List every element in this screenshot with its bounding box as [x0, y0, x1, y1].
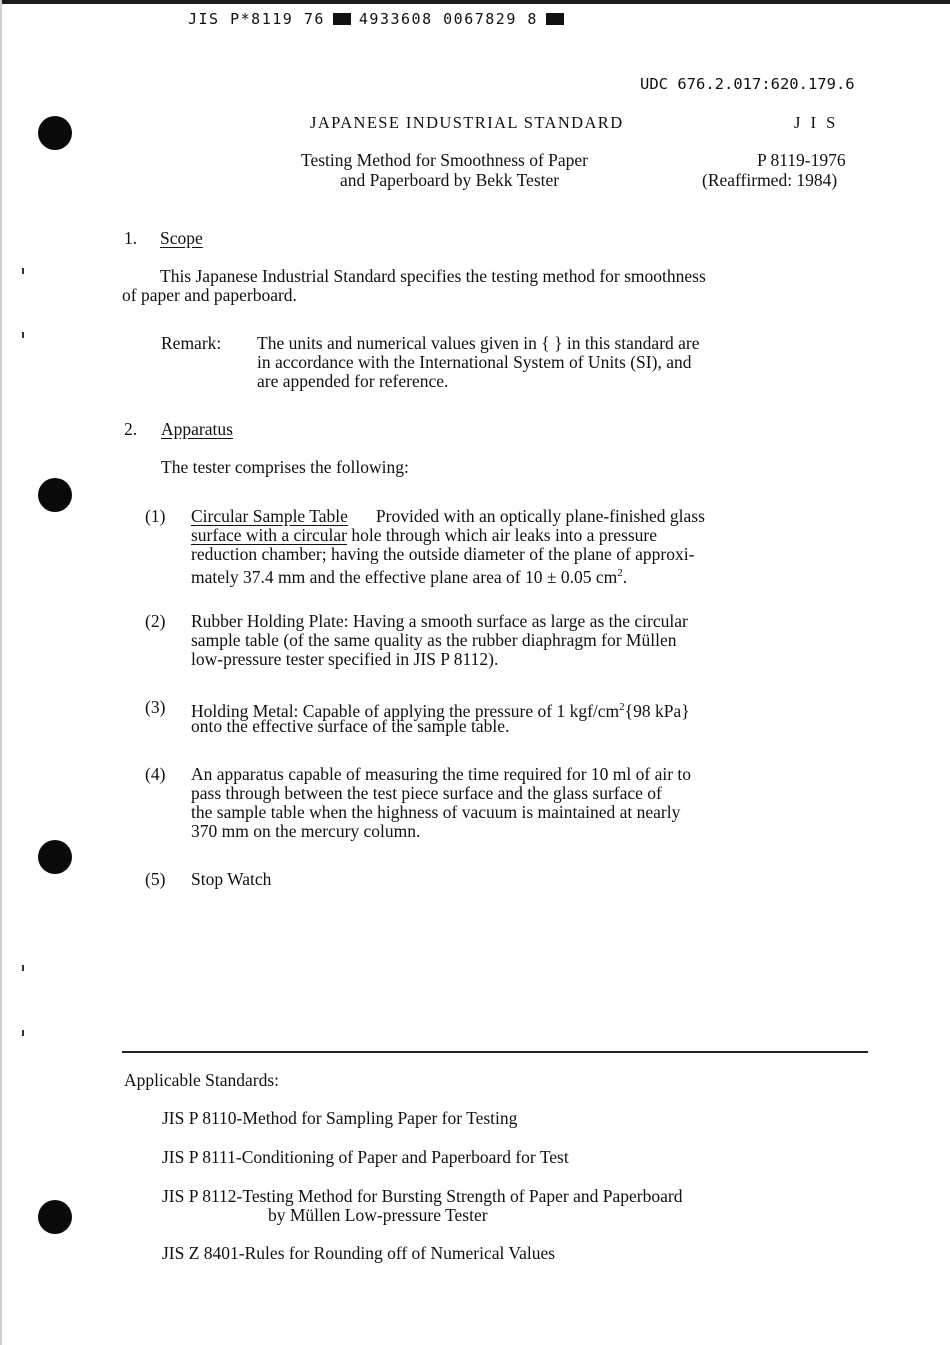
superscript: 2 [617, 567, 623, 579]
applicable-standard-2: JIS P 8111-Conditioning of Paper and Paperboard for Test [162, 1147, 569, 1167]
item-5-line-1: Stop Watch [191, 869, 272, 889]
item-1-line-4 [191, 564, 627, 587]
binder-hole [38, 1200, 72, 1234]
item-text: hole through which air leaks into a pressure [346, 525, 658, 545]
title-line-2: and Paperboard by Bekk Tester [340, 170, 560, 190]
item-number: (2) [145, 611, 166, 631]
item-number: (1) [145, 506, 166, 526]
remark-line-2: in accordance with the International System of Units (SI), and [257, 352, 692, 372]
item-4-line-1: An apparatus capable of measuring the time required for 10 ml of air to [191, 764, 692, 784]
binder-hole [38, 840, 72, 874]
item-text: mately 37.4 mm and the effective plane area of 10 ± 0.05 cm [191, 566, 618, 587]
item-4-line-4: 370 mm on the mercury column. [191, 821, 421, 841]
top-border [0, 0, 950, 4]
section-2-number: 2. [124, 419, 138, 439]
margin-tick [22, 268, 24, 274]
remark-label: Remark: [161, 333, 222, 353]
black-block-mark [333, 13, 351, 25]
jis-mark: J I S [794, 113, 839, 132]
remark-line-1: The units and numerical values given in { } in this standard are [257, 333, 700, 353]
scope-paragraph-line-2: of paper and paperboard. [122, 285, 297, 305]
reaffirmed-date: (Reaffirmed: 1984) [702, 170, 838, 190]
code-right: 4933608 0067829 8 [358, 10, 538, 28]
item-text: . [622, 566, 628, 587]
item-1-line-1 [191, 507, 705, 526]
item-number: (5) [145, 869, 166, 889]
item-1-line-2 [191, 526, 657, 545]
item-2-line-1: Rubber Holding Plate: Having a smooth surface as large as the circular [191, 611, 688, 631]
margin-tick [22, 332, 24, 338]
standard-number: P 8119-1976 [757, 150, 846, 170]
code-left: JIS P*8119 76 [188, 10, 325, 28]
udc-number: UDC 676.2.017:620.179.6 [640, 75, 855, 93]
applicable-standard-4: JIS Z 8401-Rules for Rounding off of Numerical Values [162, 1243, 556, 1263]
item-1-line-3: reduction chamber; having the outside diameter of the plane of approxi- [191, 544, 695, 564]
applicable-standard-3-line-1: JIS P 8112-Testing Method for Bursting Strength of Paper and Paperboard [162, 1186, 683, 1206]
scan-code-header [188, 10, 572, 28]
margin-tick [22, 1030, 24, 1036]
item-4-line-3: the sample table when the highness of vacuum is maintained at nearly [191, 802, 681, 822]
item-text: Provided with an optically plane-finished glass [375, 506, 705, 526]
black-block-mark [546, 13, 564, 25]
item-text: {98 kPa} [624, 700, 690, 721]
binder-hole [38, 116, 72, 150]
remark-line-3: are appended for reference. [257, 371, 449, 391]
applicable-standards-heading: Applicable Standards: [124, 1070, 280, 1090]
item-term: Circular Sample Table [191, 506, 348, 526]
standard-organization: JAPANESE INDUSTRIAL STANDARD [310, 113, 624, 132]
scope-paragraph-line-1: This Japanese Industrial Standard specifies the testing method for smoothness [160, 266, 706, 286]
item-2-line-3: low-pressure tester specified in JIS P 8112). [191, 649, 499, 669]
item-2-line-2: sample table (of the same quality as the rubber diaphragm for Müllen [191, 630, 677, 650]
superscript: 2 [619, 701, 625, 713]
item-term-continued: surface with a circular [191, 525, 347, 545]
section-1-number: 1. [124, 228, 138, 248]
left-edge-shadow [0, 0, 2, 1345]
apparatus-intro: The tester comprises the following: [161, 457, 409, 477]
item-text: Holding Metal: Capable of applying the pressure of 1 kgf/cm [191, 700, 620, 721]
item-3-line-2: onto the effective surface of the sample table. [191, 716, 510, 736]
binder-hole [38, 478, 72, 512]
applicable-standard-3-line-2: by Müllen Low-pressure Tester [268, 1205, 488, 1225]
item-number: (4) [145, 764, 166, 784]
section-2-heading: Apparatus [161, 419, 233, 439]
footnote-divider [122, 1051, 868, 1053]
margin-tick [22, 965, 24, 971]
section-1-heading: Scope [160, 228, 203, 248]
applicable-standard-1: JIS P 8110-Method for Sampling Paper for Testing [162, 1108, 518, 1128]
title-line-1: Testing Method for Smoothness of Paper [301, 150, 589, 170]
item-number: (3) [145, 697, 166, 717]
item-4-line-2: pass through between the test piece surface and the glass surface of [191, 783, 662, 803]
